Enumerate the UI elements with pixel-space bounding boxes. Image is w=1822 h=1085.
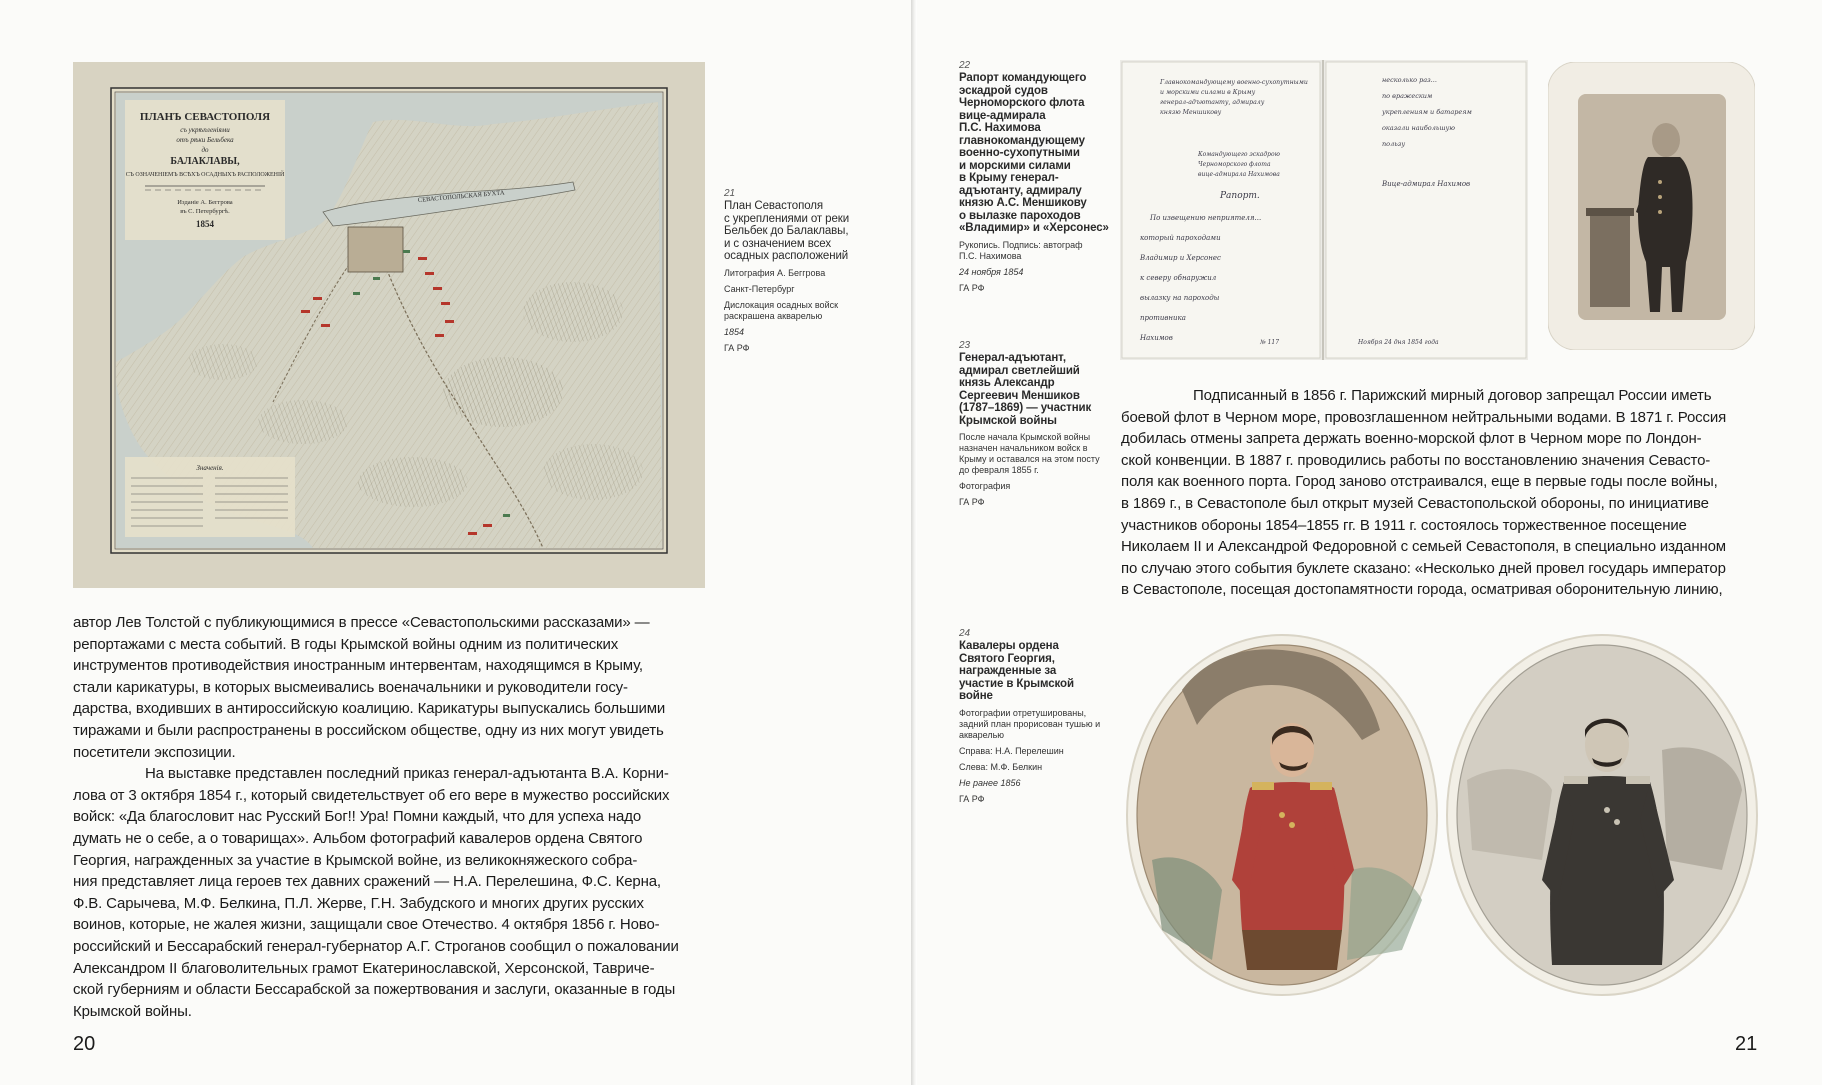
page-number-right: 21: [1735, 1033, 1758, 1055]
caption-22-title-line: «Владимир» и «Херсонес»: [959, 222, 1109, 234]
body-line: автор Лев Толстой с публикующимися в прессе «Севастопольскими рассказами» —: [73, 614, 650, 631]
body-line: боевой флот в Черном море, провозглашенном нейтральными водами. В 1871 г. Россия: [1121, 408, 1727, 426]
body-line: добилась отмены запрета держать военно-морской флот в Черном море по Лондон-: [1121, 430, 1702, 448]
caption-23-title-line: князь Александр: [959, 377, 1055, 389]
caption-21: [724, 188, 894, 354]
caption-24-detail: Слева: М.Ф. Белкин: [959, 761, 1043, 772]
body-line: по случаю этого события буклете сказано: «Несколько дней провел государь император: [1121, 559, 1726, 577]
manuscript-line: который пароходами: [1140, 234, 1221, 242]
caption-23-archive: ГА РФ: [959, 497, 985, 507]
caption-21-title-line: и с означением всех: [724, 237, 831, 250]
caption-24-number: 24: [959, 628, 971, 639]
map-title-line-1: съ укрѣпленіями: [180, 126, 230, 134]
manuscript-line: пользу: [1382, 140, 1406, 148]
manuscript-line: Владимир и Херсонес: [1140, 254, 1221, 262]
right-body-text: [1121, 385, 1761, 601]
map-title-line-0: ПЛАНЪ СЕВАСТОПОЛЯ: [139, 111, 271, 123]
manuscript-ref-date: Ноября 24 дня 1854 года: [1358, 339, 1439, 346]
caption-24-archive: ГА РФ: [959, 793, 985, 804]
body-line: посетители экспозиции.: [73, 743, 236, 761]
map-title-line-5: СЪ ОЗНАЧЕНІЕМЪ ВСѢХЪ ОСАДНЫХЪ РАСПОЛОЖЕНІЙ: [125, 172, 285, 178]
caption-21-detail: Дислокация осадных войск раскрашена акварелью: [724, 299, 839, 321]
body-line: Николаем II и Александрой Федоровной с семьей Севастополя, в специально изданном: [1121, 538, 1726, 556]
manuscript-line: противника: [1140, 314, 1186, 322]
body-line: в Севастополе, посещая достопамятности города, осматривая оборонительную линию,: [1121, 581, 1723, 599]
body-line: Крымской войны.: [73, 1002, 192, 1020]
manuscript-line: По извещению неприятеля...: [1150, 214, 1262, 222]
caption-23-number: 23: [959, 340, 971, 351]
caption-24-title-line: участие в Крымской: [959, 677, 1074, 690]
caption-22-title-line: вице-адмирала: [959, 109, 1046, 122]
nakhimov-report-manuscript: [1120, 60, 1528, 360]
body-line: дарства, входивших в антироссийскую коалицию. Карикатуры выпускались большими: [73, 700, 666, 718]
caption-21-detail: Литография А. Беггрова: [724, 267, 826, 278]
caption-21-title-line: с укреплениями от реки: [724, 212, 850, 225]
manuscript-line: вице-адмирала Нахимова: [1198, 171, 1280, 178]
caption-23-detail: После начала Крымской войны назначен начальником войск в Крыму и оставался на этом посту до февраля 1855 г.: [959, 432, 1100, 475]
body-line: думать не о себе, а о товарищах». Альбом фотографий кавалеров ордена Святого: [73, 829, 643, 847]
caption-22-title-line: и морскими силами: [959, 159, 1071, 172]
body-line: ния представляет лица героев тех давних сражений — Н.А. Перелешина, Ф.С. Керна,: [73, 873, 661, 891]
left-body-text: [73, 612, 713, 1022]
caption-23-title-line: Сергеевич Меншиков: [959, 389, 1080, 402]
body-line: воинов, которые, не жалея жизни, защищали свое Отечество. 4 октября 1856 г. Ново-: [73, 916, 660, 934]
caption-24-detail: Фотографии отретушированы, задний план прорисован тушью и акварелью: [959, 707, 1101, 740]
caption-21-number: 21: [724, 188, 736, 199]
body-line: участников обороны 1854–1855 гг. В 1911 г. состоялось торжественное посещение: [1121, 516, 1687, 534]
caption-23-title-line: Крымской войны: [959, 414, 1057, 427]
body-line: Георгия, награжденных за участие в Крымской войне, из великокняжеского собра-: [73, 851, 638, 869]
caption-22-detail: Рукопись. Подпись: автограф П.С. Нахимова: [959, 239, 1083, 261]
caption-22-title-line: Рапорт командующего: [959, 72, 1087, 84]
caption-22-title-line: П.С. Нахимова: [959, 122, 1041, 134]
body-line: Подписанный в 1856 г. Парижский мирный договор запрещал России иметь: [1193, 387, 1712, 404]
map-title-line-3: до: [201, 146, 209, 154]
menshikov-portrait: [1548, 62, 1755, 350]
manuscript-line: по вражеским: [1382, 92, 1433, 100]
manuscript-line: несколько раз...: [1382, 76, 1437, 84]
caption-24-title-line: Святого Георгия,: [959, 652, 1055, 665]
manuscript-line: Главнокомандующему военно-сухопутными: [1160, 79, 1308, 86]
body-line: тиражами и были распространены в российском обществе, одну из них могут увидеть: [73, 721, 664, 739]
caption-23-detail: Фотография: [959, 481, 1011, 491]
manuscript-ref-no: № 117: [1260, 339, 1280, 346]
body-line: российский и Бессарабский генерал-губернатор А.Г. Строганов сообщил о пожаловании: [73, 937, 679, 955]
caption-24-title-line: войне: [959, 690, 993, 702]
body-line: репортажами с места событий. В годы Крымской войны одним из политических: [73, 635, 619, 653]
right-page: [917, 0, 1822, 1085]
body-line: поля как военного порта. Город заново отстраивался, еще в первые годы после войны,: [1121, 473, 1718, 491]
body-line: лова от 3 октября 1854 г., который свидетельствует об его вере в мужество российских: [73, 786, 670, 804]
caption-21-title-line: План Севастополя: [724, 200, 823, 212]
caption-23-title-line: Генерал-адъютант,: [959, 352, 1066, 364]
st-george-knights-portraits: [1122, 630, 1767, 1000]
manuscript-line: Командующего эскадрою: [1198, 151, 1280, 158]
caption-23: [959, 340, 1119, 508]
map-title-line-4: БАЛАКЛАВЫ,: [170, 156, 240, 167]
body-line: На выставке представлен последний приказ генерал-адъютанта В.А. Корни-: [145, 765, 669, 783]
manuscript-line: Вице-адмирал Нахимов: [1382, 180, 1471, 188]
map-title-line-6: Изданіе А. Беггрова: [177, 199, 233, 206]
caption-24-detail: Справа: Н.А. Перелешин: [959, 745, 1064, 756]
body-line: Александром II благоволительных грамот Екатеринославской, Херсонской, Тавриче-: [73, 959, 655, 977]
body-line: Ф.В. Сарычева, М.Ф. Белкина, П.Л. Жерве, Г.Н. Забудского и многих других русских: [73, 894, 644, 912]
caption-22-title-line: князю А.С. Меншикову: [959, 197, 1087, 209]
map-title-line-7: въ С. Петербургѣ.: [180, 208, 230, 215]
body-line: ской конвенции. В 1887 г. проводились работы по восстановлению значения Севасто-: [1121, 451, 1711, 469]
caption-22-date: 24 ноября 1854: [959, 266, 1024, 277]
caption-22-title-line: Черноморского флота: [959, 97, 1085, 109]
caption-22-archive: ГА РФ: [959, 282, 985, 293]
caption-22-title-line: эскадрой судов: [959, 84, 1048, 97]
sevastopol-map: [73, 62, 705, 588]
body-line: стали карикатуры, в которых высмеивались военачальники и руководители госу-: [73, 678, 628, 696]
manuscript-line: оказали наибольшую: [1382, 124, 1456, 132]
caption-21-title-line: осадных расположений: [724, 250, 849, 262]
page-number-left: 20: [73, 1033, 96, 1055]
manuscript-line: Рапорт.: [1220, 191, 1260, 201]
manuscript-line: Нахимов: [1140, 334, 1173, 342]
caption-24-title-line: Кавалеры ордена: [959, 640, 1059, 652]
caption-21-date: 1854: [724, 326, 745, 337]
manuscript-line: Черноморского флота: [1198, 161, 1271, 168]
manuscript-line: укреплениям и батареям: [1382, 108, 1472, 116]
manuscript-line: и морскими силами в Крыму: [1160, 89, 1256, 96]
caption-22-title-line: военно-сухопутными: [959, 147, 1080, 159]
caption-24-date: Не ранее 1856: [959, 777, 1021, 788]
caption-21-title-line: Бельбек до Балаклавы,: [724, 225, 849, 237]
body-line: ской губерниям и области Бессарабской за пожертвования и заслуги, оказанные в годы: [73, 981, 676, 999]
manuscript-line: генерал-адъютанту, адмиралу: [1160, 99, 1265, 106]
body-line: войск: «Да благословит нас Русский Бог!! Ура! Помни каждый, что для успеха надо: [73, 808, 642, 826]
caption-22: [959, 60, 1119, 294]
map-bay-label: СЕВАСТОПОЛЬСКАЯ БУХТА: [417, 189, 505, 204]
body-line: инструментов противодействия иностранным интервентам, находящимся в Крыму,: [73, 657, 643, 675]
caption-24: [959, 628, 1119, 805]
map-title-line-8: 1854: [196, 219, 214, 229]
body-line: в 1869 г., в Севастополе был открыт музей Севастопольской обороны, по инициативе: [1121, 494, 1709, 512]
caption-21-archive: ГА РФ: [724, 342, 750, 353]
manuscript-line: к северу обнаружил: [1140, 274, 1217, 282]
caption-22-title-line: в Крыму генерал-: [959, 172, 1059, 184]
caption-24-title-line: награжденные за: [959, 665, 1057, 677]
caption-22-title-line: адъютанту, адмиралу: [959, 184, 1082, 197]
caption-22-number: 22: [959, 60, 971, 71]
map-title-line-2: отъ рѣки Бельбека: [176, 136, 234, 144]
manuscript-line: князю Меншикову: [1160, 109, 1222, 116]
caption-22-title-line: главнокомандующему: [959, 134, 1085, 147]
caption-22-title-line: о вылазке пароходов: [959, 209, 1081, 222]
manuscript-line: вылазку на пароходы: [1140, 294, 1220, 302]
caption-23-title-line: (1787–1869) — участник: [959, 402, 1092, 414]
map-legend-title: Значенія.: [196, 464, 224, 472]
caption-23-title-line: адмирал светлейший: [959, 364, 1080, 377]
caption-21-detail: Санкт-Петербург: [724, 283, 795, 294]
